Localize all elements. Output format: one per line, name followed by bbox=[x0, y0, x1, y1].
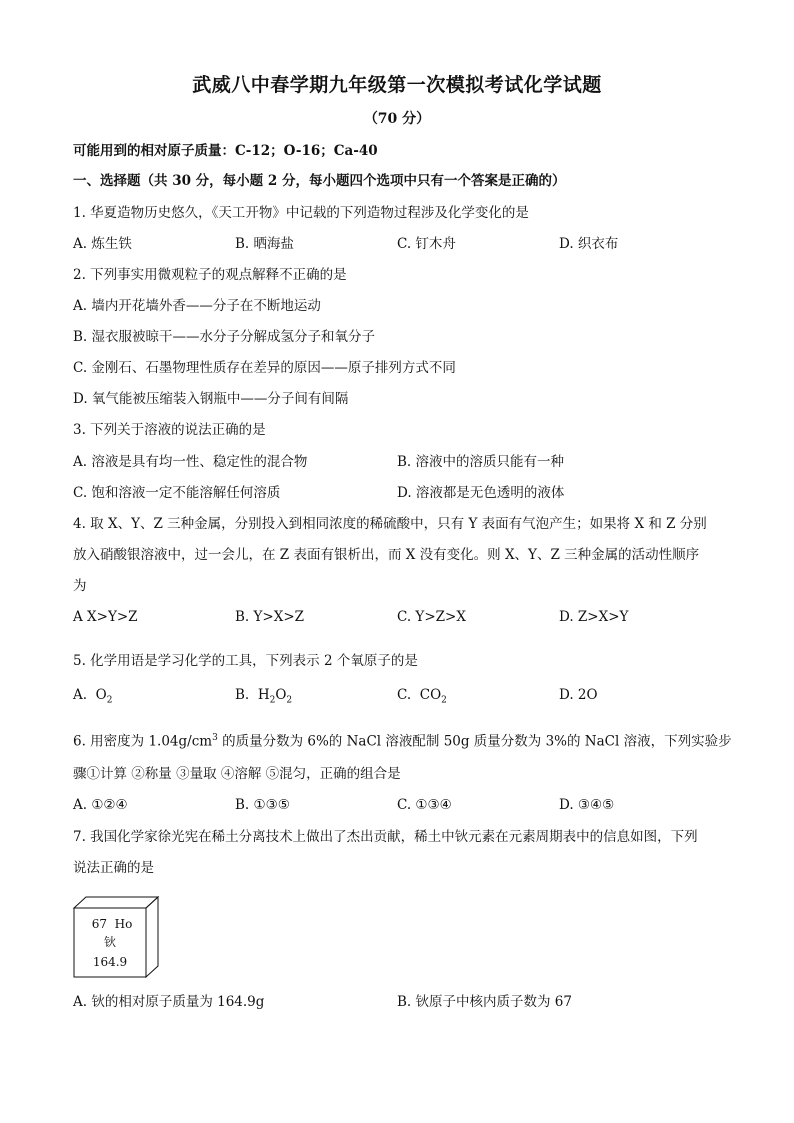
question-2-stem: 2. 下列事实用微观粒子的观点解释不正确的是 bbox=[73, 267, 347, 283]
q5-c-formula: CO bbox=[419, 687, 442, 703]
q6-option-b: B. ①③⑤ bbox=[235, 797, 290, 813]
question-1-stem: 1. 华夏造物历史悠久，《天工开物》中记载的下列造物过程涉及化学变化的是 bbox=[73, 205, 529, 221]
q6-option-c: C. ①③④ bbox=[397, 797, 452, 813]
q3-option-c: C. 饱和溶液一定不能溶解任何溶质 bbox=[73, 485, 281, 501]
section-heading: 一、选择题（共 30 分，每小题 2 分，每小题四个选项中只有一个答案是正确的） bbox=[73, 173, 566, 189]
q6-stem-superscript: 3 bbox=[212, 733, 218, 743]
q3-option-d: D. 溶液都是无色透明的液体 bbox=[397, 485, 565, 501]
q6-stem-pre: 6. 用密度为 1.04g/cm bbox=[73, 733, 213, 750]
q1-option-b: B. 晒海盐 bbox=[235, 236, 295, 252]
q5-c-label: C. bbox=[397, 687, 412, 703]
q7-option-a: A. 钬的相对原子质量为 164.9g bbox=[73, 994, 265, 1010]
question-7-stem-line1: 7. 我国化学家徐光宪在稀土分离技术上做出了杰出贡献，稀土中钬元素在元素周期表中的信息如图，下列 bbox=[73, 829, 698, 845]
element-number-symbol bbox=[82, 916, 142, 932]
q4-option-c: C. Y>Z>X bbox=[397, 609, 466, 625]
q4-option-a: A X>Y>Z bbox=[73, 609, 138, 625]
q5-c-subscript: 2 bbox=[441, 695, 447, 706]
q1-option-d: D. 织衣布 bbox=[559, 236, 619, 252]
exam-title: 武威八中春学期九年级第一次模拟考试化学试题 bbox=[192, 74, 602, 96]
q2-option-a: A. 墙内开花墙外香——分子在不断地运动 bbox=[73, 298, 321, 314]
q5-b-subscript-2: 2 bbox=[286, 695, 293, 706]
q5-option-c bbox=[397, 686, 447, 710]
q2-option-c: C. 金刚石、石墨物理性质存在差异的原因——原子排列方式不同 bbox=[73, 360, 456, 376]
question-4-stem-line3: 为 bbox=[73, 578, 87, 594]
q5-a-formula: O bbox=[95, 687, 107, 703]
q3-option-b: B. 溶液中的溶质只能有一种 bbox=[397, 454, 565, 470]
q1-option-c: C. 钉木舟 bbox=[397, 236, 456, 252]
element-name: 钬 bbox=[103, 935, 116, 949]
question-6-stem-line1 bbox=[73, 729, 732, 751]
q5-option-a bbox=[73, 686, 112, 710]
question-4-stem-line2: 放入硝酸银溶液中，过一会儿，在 Z 表面有银析出，而 X 没有变化。则 X、Y、Z 三种金属的活动性顺序 bbox=[73, 547, 700, 563]
q5-b-subscript-1: 2 bbox=[269, 695, 276, 706]
q5-b-formula-h: H bbox=[257, 687, 270, 703]
q2-option-d: D. 氧气能被压缩装入钢瓶中——分子间有间隔 bbox=[73, 391, 349, 407]
question-6-stem-line2: 骤①计算 ②称量 ③量取 ④溶解 ⑤混匀，正确的组合是 bbox=[73, 766, 401, 782]
question-3-stem: 3. 下列关于溶液的说法正确的是 bbox=[73, 422, 266, 438]
question-5-stem: 5. 化学用语是学习化学的工具，下列表示 2 个氧原子的是 bbox=[73, 653, 418, 669]
q6-option-d: D. ③④⑤ bbox=[559, 797, 615, 813]
q7-option-b: B. 钬原子中核内质子数为 67 bbox=[397, 994, 572, 1010]
atomic-masses: 可能用到的相对原子质量：C-12；O-16；Ca-40 bbox=[73, 143, 378, 159]
element-symbol: Ho bbox=[114, 917, 133, 931]
q1-option-a: A. 炼生铁 bbox=[73, 236, 132, 252]
q5-a-subscript: 2 bbox=[106, 695, 113, 706]
periodic-table-cell bbox=[70, 894, 162, 980]
question-7-stem-line2: 说法正确的是 bbox=[73, 860, 154, 876]
q5-option-d: D. 2O bbox=[559, 687, 598, 703]
q3-option-a: A. 溶液是具有均一性、稳定性的混合物 bbox=[73, 454, 308, 470]
q6-stem-post: 的质量分数为 6%的 NaCl 溶液配制 50g 质量分数为 3%的 NaCl 溶液，下列实验步 bbox=[217, 733, 732, 750]
q5-b-formula-o: O bbox=[275, 687, 287, 703]
q5-option-b bbox=[235, 686, 292, 710]
q4-option-d: D. Z>X>Y bbox=[559, 609, 629, 625]
q5-a-label: A. bbox=[73, 687, 88, 703]
q6-option-a: A. ①②④ bbox=[73, 797, 128, 813]
question-4-stem-line1: 4. 取 X、Y、Z 三种金属，分别投入到相同浓度的稀硫酸中，只有 Y 表面有气泡产生；如果将 X 和 Z 分别 bbox=[73, 516, 707, 532]
q5-b-label: B. bbox=[235, 687, 250, 703]
exam-score: （70 分） bbox=[363, 111, 431, 127]
q4-option-b: B. Y>X>Z bbox=[235, 609, 305, 625]
element-mass: 164.9 bbox=[92, 955, 128, 969]
element-atomic-number: 67 bbox=[91, 917, 107, 931]
q2-option-b: B. 湿衣服被晾干——水分子分解成氢分子和氧分子 bbox=[73, 329, 376, 345]
